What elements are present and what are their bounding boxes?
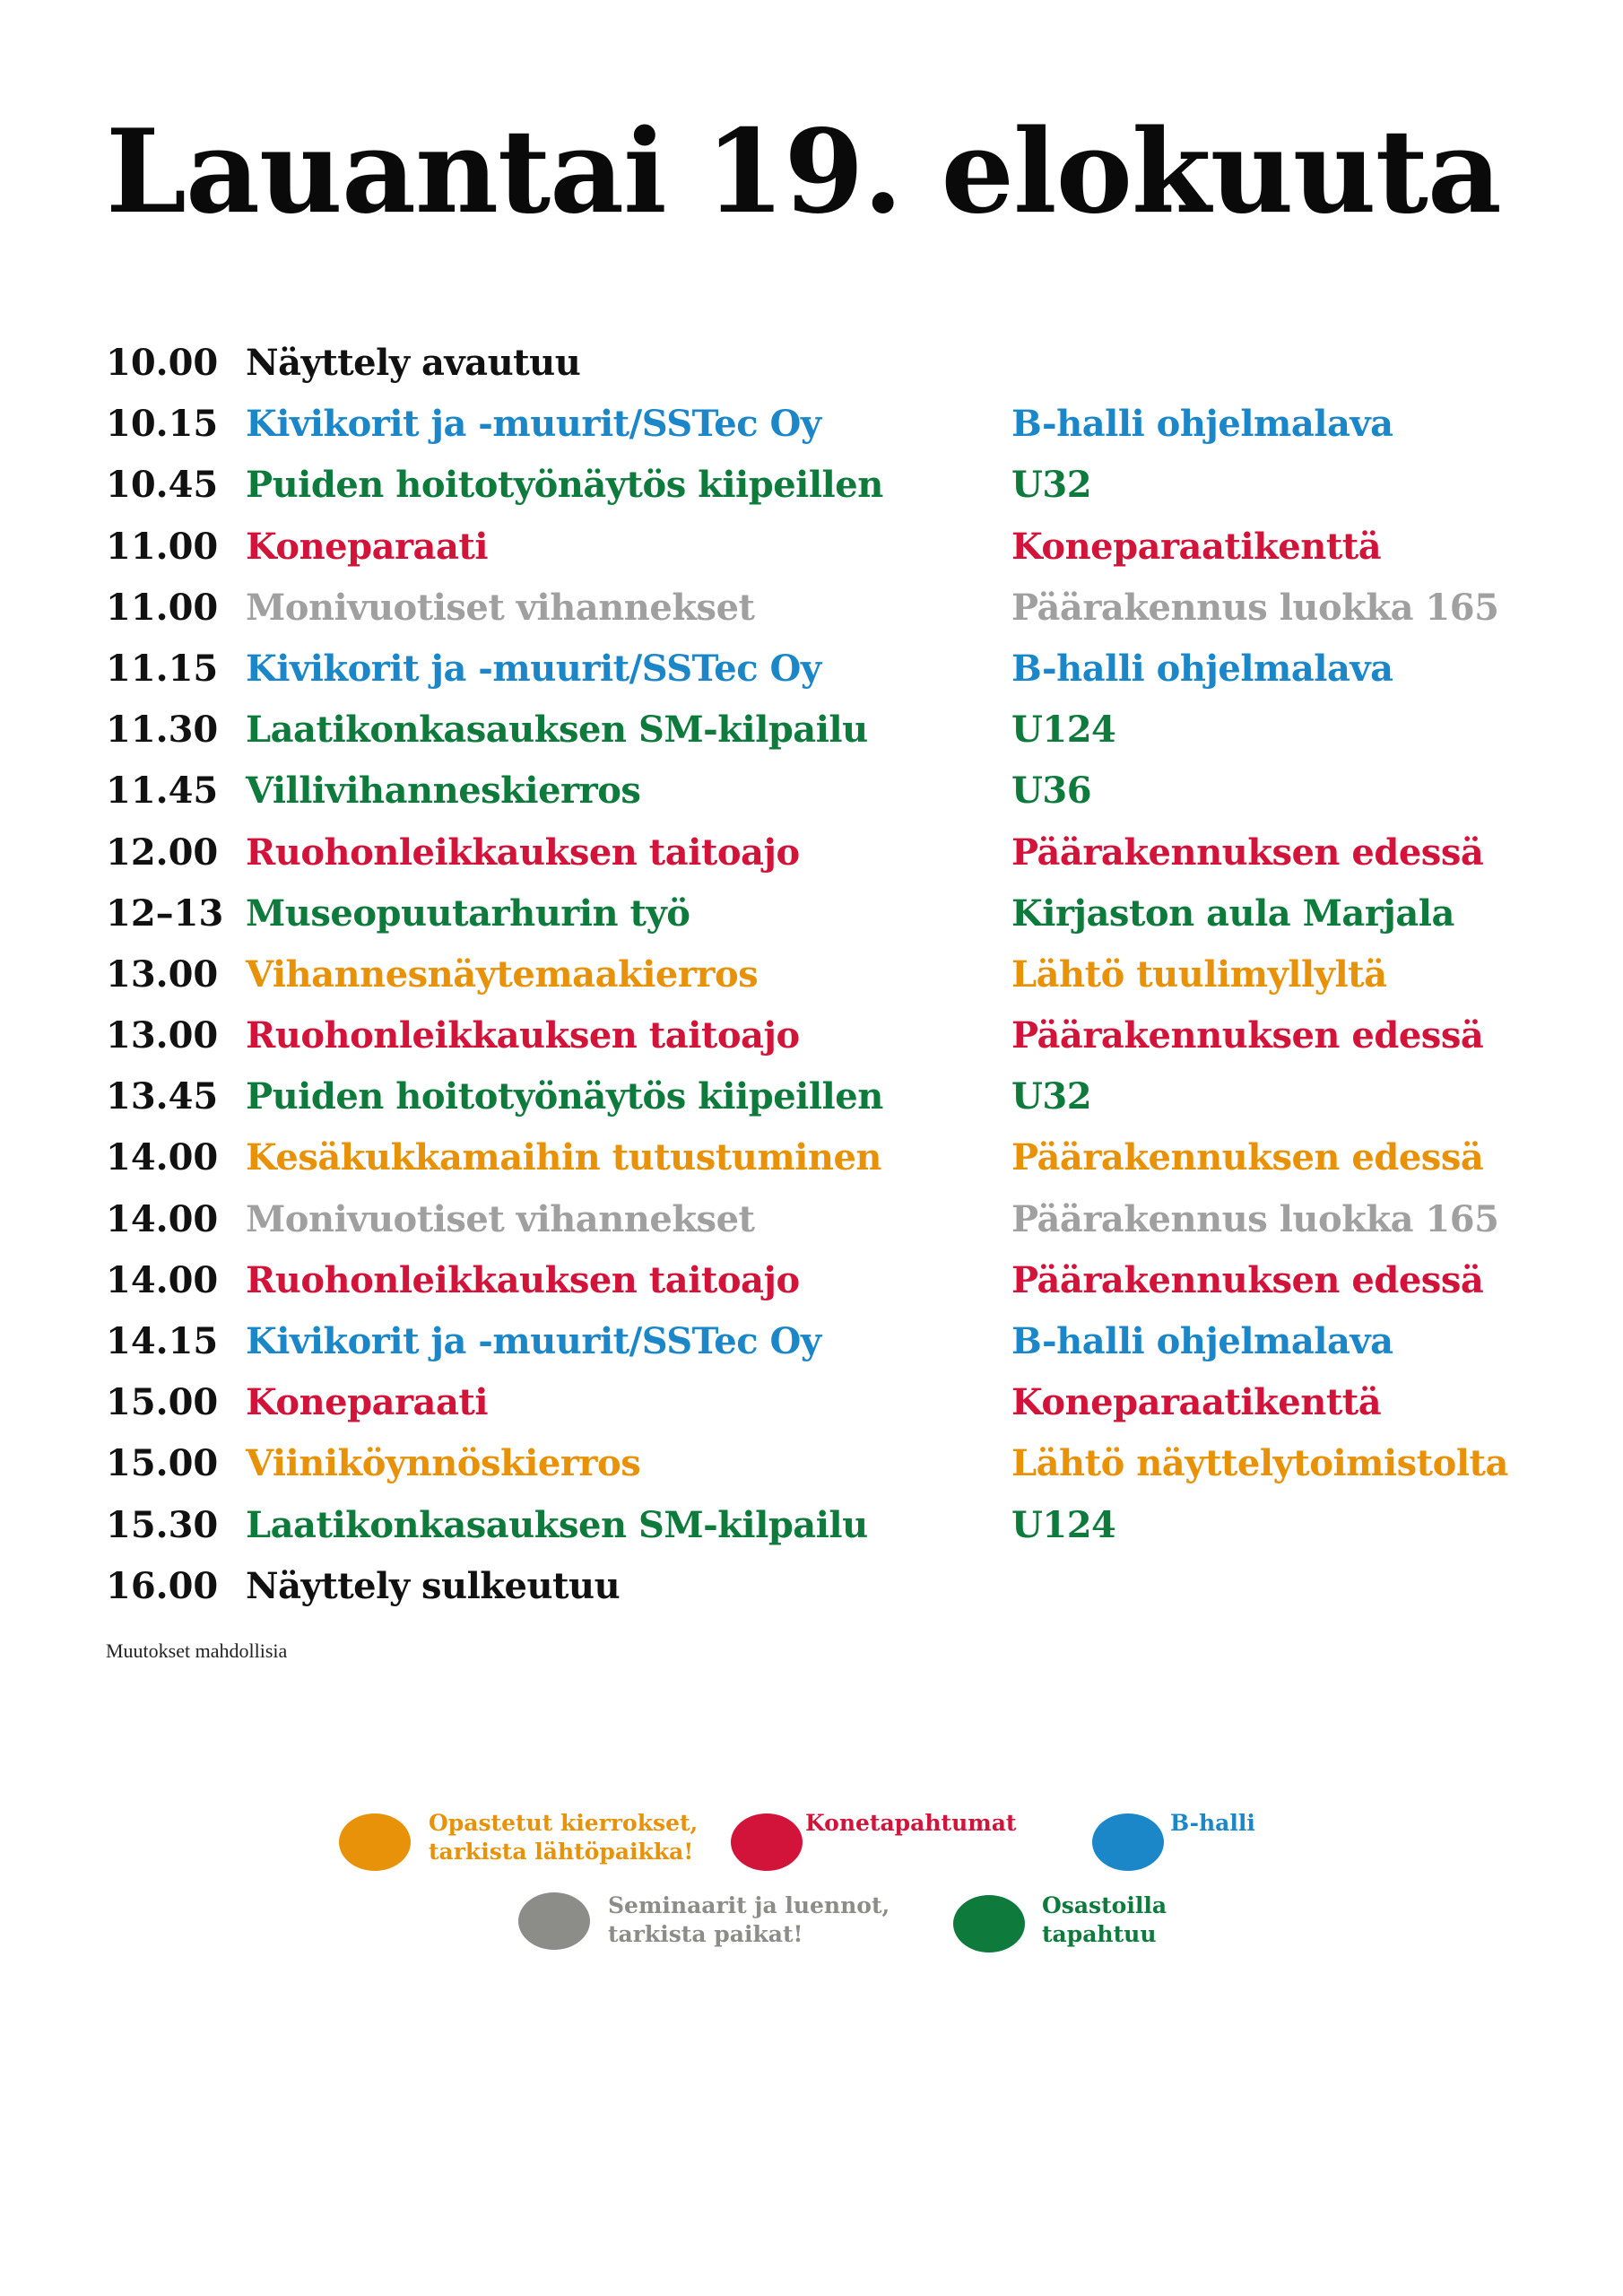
legend-label-line: tarkista lähtöpaikka! xyxy=(429,1839,694,1865)
schedule-event: Monivuotiset vihannekset xyxy=(246,1197,755,1240)
schedule-row xyxy=(106,1127,1558,1188)
schedule-row xyxy=(106,1556,1558,1617)
schedule-event: Viiniköynnöskierros xyxy=(246,1442,641,1485)
schedule-time: 14.00 xyxy=(106,1258,219,1301)
schedule-event: Vihannesnäytemaakierros xyxy=(246,952,759,996)
schedule-place: Päärakennuksen edessä xyxy=(1011,831,1484,874)
schedule-list xyxy=(106,333,1558,1617)
changes-note: Muutokset mahdollisia xyxy=(106,1639,288,1662)
schedule-row xyxy=(106,944,1558,1005)
schedule-row xyxy=(106,1372,1558,1433)
schedule-time: 10.45 xyxy=(106,464,219,507)
schedule-time: 11.45 xyxy=(106,770,219,813)
green-dot-icon xyxy=(953,1895,1025,1952)
schedule-place: Päärakennus luokka 165 xyxy=(1011,586,1499,629)
schedule-event: Laatikonkasauksen SM-kilpailu xyxy=(246,1503,868,1546)
schedule-place: B-halli ohjelmalava xyxy=(1011,1320,1393,1362)
schedule-event: Kivikorit ja -muurit/SSTec Oy xyxy=(246,647,821,690)
schedule-event: Villivihanneskierros xyxy=(246,770,641,813)
schedule-row xyxy=(106,700,1558,761)
schedule-place: Päärakennus luokka 165 xyxy=(1011,1197,1499,1240)
schedule-row xyxy=(106,1250,1558,1311)
legend-label-line: Opastetut kierrokset, xyxy=(429,1810,699,1836)
schedule-event: Ruohonleikkauksen taitoajo xyxy=(246,1014,800,1057)
schedule-time: 11.30 xyxy=(106,709,219,752)
schedule-time: 11.00 xyxy=(106,586,219,629)
schedule-place: Päärakennuksen edessä xyxy=(1011,1136,1484,1179)
legend-label xyxy=(608,1892,890,1949)
schedule-place: Koneparaatikenttä xyxy=(1011,525,1382,568)
schedule-time: 11.00 xyxy=(106,525,219,568)
schedule-time: 12.00 xyxy=(106,831,219,874)
schedule-event: Näyttely avautuu xyxy=(246,342,581,384)
schedule-row xyxy=(106,1066,1558,1127)
schedule-place: U124 xyxy=(1011,709,1116,752)
schedule-row xyxy=(106,394,1558,455)
schedule-row xyxy=(106,517,1558,578)
page-title: Lauantai 19. elokuuta xyxy=(106,105,1501,239)
schedule-event: Ruohonleikkauksen taitoajo xyxy=(246,831,800,874)
schedule-row xyxy=(106,1495,1558,1556)
schedule-place: Kirjaston aula Marjala xyxy=(1011,891,1454,935)
schedule-place: U124 xyxy=(1011,1503,1116,1546)
schedule-row xyxy=(106,1311,1558,1372)
schedule-place: Päärakennuksen edessä xyxy=(1011,1014,1484,1057)
schedule-event: Monivuotiset vihannekset xyxy=(246,586,755,629)
schedule-time: 15.00 xyxy=(106,1442,219,1485)
schedule-place: U36 xyxy=(1011,770,1092,813)
schedule-time: 14.15 xyxy=(106,1320,219,1362)
schedule-place: U32 xyxy=(1011,1075,1092,1118)
blue-dot-icon xyxy=(1092,1813,1164,1871)
schedule-time: 13.00 xyxy=(106,952,219,996)
schedule-place: Lähtö näyttelytoimistolta xyxy=(1011,1442,1508,1485)
schedule-row xyxy=(106,578,1558,639)
schedule-row xyxy=(106,639,1558,700)
schedule-row xyxy=(106,822,1558,883)
legend-label-line: Osastoilla xyxy=(1042,1892,1167,1918)
legend-label xyxy=(1042,1892,1167,1949)
legend-label-line: Konetapahtumat xyxy=(805,1810,1017,1836)
schedule-event: Puiden hoitotyönäytös kiipeillen xyxy=(246,1075,883,1118)
legend-label-line: tapahtuu xyxy=(1042,1921,1157,1947)
red-dot-icon xyxy=(731,1813,803,1871)
schedule-time: 11.15 xyxy=(106,647,219,690)
schedule-time: 16.00 xyxy=(106,1564,219,1607)
legend-label xyxy=(805,1809,1016,1838)
orange-dot-icon xyxy=(339,1813,411,1871)
schedule-place: B-halli ohjelmalava xyxy=(1011,647,1393,690)
schedule-event: Puiden hoitotyönäytös kiipeillen xyxy=(246,464,883,507)
schedule-time: 14.00 xyxy=(106,1197,219,1240)
schedule-row xyxy=(106,333,1558,394)
schedule-time: 12–13 xyxy=(106,891,224,935)
schedule-row xyxy=(106,883,1558,944)
gray-dot-icon xyxy=(518,1892,590,1950)
legend-label-line: tarkista paikat! xyxy=(608,1921,803,1947)
schedule-time: 13.45 xyxy=(106,1075,219,1118)
legend-label xyxy=(429,1809,698,1866)
schedule-event: Museopuutarhurin työ xyxy=(246,891,690,935)
schedule-event: Laatikonkasauksen SM-kilpailu xyxy=(246,709,868,752)
schedule-event: Kesäkukkamaihin tutustuminen xyxy=(246,1136,881,1179)
schedule-time: 10.00 xyxy=(106,342,219,384)
schedule-event: Koneparaati xyxy=(246,1381,489,1424)
schedule-event: Näyttely sulkeutuu xyxy=(246,1564,621,1607)
schedule-place: B-halli ohjelmalava xyxy=(1011,403,1393,446)
schedule-time: 15.30 xyxy=(106,1503,219,1546)
schedule-time: 13.00 xyxy=(106,1014,219,1057)
legend-label-line: Seminaarit ja luennot, xyxy=(608,1892,890,1918)
legend-label xyxy=(1170,1809,1255,1838)
schedule-place: U32 xyxy=(1011,464,1092,507)
schedule-row xyxy=(106,1005,1558,1066)
schedule-row xyxy=(106,1189,1558,1250)
schedule-event: Kivikorit ja -muurit/SSTec Oy xyxy=(246,403,821,446)
schedule-time: 15.00 xyxy=(106,1381,219,1424)
schedule-row xyxy=(106,1433,1558,1494)
schedule-event: Ruohonleikkauksen taitoajo xyxy=(246,1258,800,1301)
schedule-event: Koneparaati xyxy=(246,525,489,568)
schedule-time: 14.00 xyxy=(106,1136,219,1179)
schedule-event: Kivikorit ja -muurit/SSTec Oy xyxy=(246,1320,821,1362)
schedule-place: Koneparaatikenttä xyxy=(1011,1381,1382,1424)
schedule-place: Lähtö tuulimyllyltä xyxy=(1011,952,1387,996)
schedule-row xyxy=(106,455,1558,516)
schedule-row xyxy=(106,761,1558,822)
schedule-place: Päärakennuksen edessä xyxy=(1011,1258,1484,1301)
legend-label-line: B-halli xyxy=(1170,1810,1255,1836)
schedule-time: 10.15 xyxy=(106,403,219,446)
